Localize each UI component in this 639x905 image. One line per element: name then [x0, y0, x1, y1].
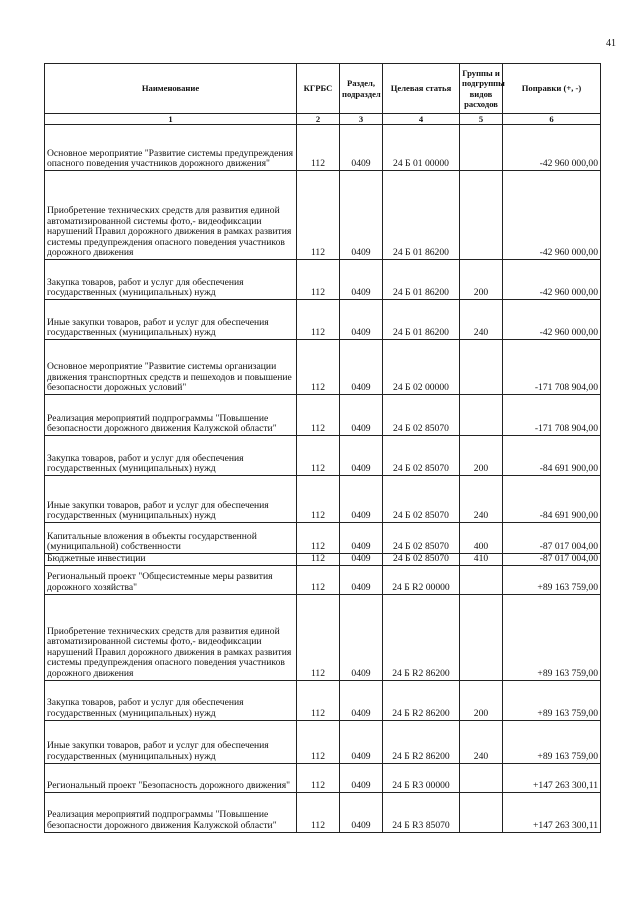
row-kgrbs-cell: 112 [297, 554, 340, 566]
row-amount-cell: +89 163 759,00 [503, 594, 601, 680]
row-name-cell: Закупка товаров, работ и услуг для обеспечения государственных (муниципальных) нужд [45, 260, 297, 300]
row-target-cell: 24 Б 01 86200 [383, 300, 460, 340]
row-amount-cell: -87 017 004,00 [503, 523, 601, 554]
header-target: Целевая статья [383, 64, 460, 114]
table-row [45, 340, 601, 395]
table-row [45, 436, 601, 476]
row-amount-cell: +147 263 300,11 [503, 792, 601, 832]
row-section-cell: 0409 [340, 171, 383, 260]
row-group-cell: 240 [460, 476, 503, 523]
table-row [45, 260, 601, 300]
row-amount-cell: +147 263 300,11 [503, 763, 601, 792]
row-kgrbs-cell: 112 [297, 395, 340, 436]
row-name-cell: Закупка товаров, работ и услуг для обеспечения государственных (муниципальных) нужд [45, 436, 297, 476]
table-row [45, 395, 601, 436]
row-name-cell: Закупка товаров, работ и услуг для обеспечения государственных (муниципальных) нужд [45, 680, 297, 720]
row-name-cell: Основное мероприятие "Развитие системы организации движения транспортных средств и пешеходов и повышение безопасности дорожных условий" [45, 340, 297, 395]
row-amount-cell: -171 708 904,00 [503, 340, 601, 395]
row-kgrbs-cell: 112 [297, 125, 340, 171]
row-target-cell: 24 Б R2 00000 [383, 565, 460, 594]
row-target-cell: 24 Б 02 00000 [383, 340, 460, 395]
row-kgrbs-cell: 112 [297, 680, 340, 720]
row-target-cell: 24 Б R2 86200 [383, 720, 460, 763]
row-target-cell: 24 Б 02 85070 [383, 476, 460, 523]
row-target-cell: 24 Б R2 86200 [383, 594, 460, 680]
row-name-cell: Реализация мероприятий подпрограммы "Повышение безопасности дорожного движения Калужской области" [45, 792, 297, 832]
row-section-cell: 0409 [340, 125, 383, 171]
header-name: Наименование [45, 64, 297, 114]
row-kgrbs-cell: 112 [297, 476, 340, 523]
row-group-cell [460, 395, 503, 436]
table-row [45, 792, 601, 832]
table-row [45, 554, 601, 566]
row-target-cell: 24 Б 01 86200 [383, 171, 460, 260]
row-section-cell: 0409 [340, 340, 383, 395]
table-row [45, 300, 601, 340]
row-section-cell: 0409 [340, 523, 383, 554]
row-name-cell: Приобретение технических средств для развития единой автоматизированной системы фото,- видеофиксации нарушений Правил дорожного движения в рамках развития системы предупреждения опасного поведения участников дорожного движения [45, 171, 297, 260]
row-kgrbs-cell: 112 [297, 565, 340, 594]
column-number: 4 [383, 114, 460, 125]
column-number: 5 [460, 114, 503, 125]
row-amount-cell: +89 163 759,00 [503, 565, 601, 594]
row-name-cell: Региональный проект "Безопасность дорожного движения" [45, 763, 297, 792]
row-section-cell: 0409 [340, 594, 383, 680]
row-kgrbs-cell: 112 [297, 260, 340, 300]
row-target-cell: 24 Б R3 00000 [383, 763, 460, 792]
table-row [45, 763, 601, 792]
row-group-cell [460, 594, 503, 680]
row-amount-cell: -171 708 904,00 [503, 395, 601, 436]
table-row [45, 565, 601, 594]
row-kgrbs-cell: 112 [297, 720, 340, 763]
row-section-cell: 0409 [340, 300, 383, 340]
row-amount-cell: -84 691 900,00 [503, 476, 601, 523]
row-group-cell: 200 [460, 260, 503, 300]
row-amount-cell: -42 960 000,00 [503, 300, 601, 340]
row-name-cell: Иные закупки товаров, работ и услуг для обеспечения государственных (муниципальных) нужд [45, 476, 297, 523]
row-name-cell: Капитальные вложения в объекты государственной (муниципальной) собственности [45, 523, 297, 554]
row-section-cell: 0409 [340, 720, 383, 763]
row-group-cell: 400 [460, 523, 503, 554]
table-row [45, 171, 601, 260]
budget-amendments-table [44, 63, 601, 833]
row-kgrbs-cell: 112 [297, 300, 340, 340]
row-group-cell [460, 763, 503, 792]
column-number: 1 [45, 114, 297, 125]
table-row [45, 720, 601, 763]
row-name-cell: Приобретение технических средств для развития единой автоматизированной системы фото,- видеофиксации нарушений Правил дорожного движения в рамках развития системы предупреждения опасного поведения участников дорожного движения [45, 594, 297, 680]
row-section-cell: 0409 [340, 763, 383, 792]
row-group-cell [460, 171, 503, 260]
row-amount-cell: -42 960 000,00 [503, 171, 601, 260]
header-groups: Группы и подгруппы видов расходов [460, 64, 503, 114]
row-target-cell: 24 Б 02 85070 [383, 554, 460, 566]
row-name-cell: Региональный проект "Общесистемные меры развития дорожного хозяйства" [45, 565, 297, 594]
row-group-cell: 240 [460, 720, 503, 763]
table-row [45, 680, 601, 720]
header-amendments: Поправки (+, -) [503, 64, 601, 114]
row-target-cell: 24 Б 01 86200 [383, 260, 460, 300]
row-target-cell: 24 Б R3 85070 [383, 792, 460, 832]
row-section-cell: 0409 [340, 792, 383, 832]
row-amount-cell: -87 017 004,00 [503, 554, 601, 566]
table-row [45, 125, 601, 171]
header-kgrbs: КГРБС [297, 64, 340, 114]
row-name-cell: Иные закупки товаров, работ и услуг для обеспечения государственных (муниципальных) нужд [45, 720, 297, 763]
row-kgrbs-cell: 112 [297, 792, 340, 832]
row-target-cell: 24 Б 02 85070 [383, 436, 460, 476]
column-number: 3 [340, 114, 383, 125]
row-amount-cell: -42 960 000,00 [503, 260, 601, 300]
row-kgrbs-cell: 112 [297, 523, 340, 554]
row-kgrbs-cell: 112 [297, 763, 340, 792]
row-name-cell: Иные закупки товаров, работ и услуг для обеспечения государственных (муниципальных) нужд [45, 300, 297, 340]
row-group-cell [460, 125, 503, 171]
row-target-cell: 24 Б 02 85070 [383, 523, 460, 554]
row-section-cell: 0409 [340, 476, 383, 523]
column-number: 2 [297, 114, 340, 125]
row-group-cell: 200 [460, 436, 503, 476]
row-section-cell: 0409 [340, 565, 383, 594]
row-amount-cell: +89 163 759,00 [503, 680, 601, 720]
row-target-cell: 24 Б R2 86200 [383, 680, 460, 720]
row-group-cell: 200 [460, 680, 503, 720]
table-row [45, 594, 601, 680]
row-section-cell: 0409 [340, 554, 383, 566]
column-number-row [45, 114, 601, 125]
row-group-cell [460, 792, 503, 832]
row-group-cell: 240 [460, 300, 503, 340]
header-section: Раздел, подраздел [340, 64, 383, 114]
row-name-cell: Основное мероприятие "Развитие системы предупреждения опасного поведения участников дорожного движения" [45, 125, 297, 171]
row-section-cell: 0409 [340, 680, 383, 720]
row-group-cell [460, 340, 503, 395]
row-kgrbs-cell: 112 [297, 436, 340, 476]
table-row [45, 523, 601, 554]
page-number: 41 [606, 38, 616, 49]
row-section-cell: 0409 [340, 395, 383, 436]
row-group-cell: 410 [460, 554, 503, 566]
row-kgrbs-cell: 112 [297, 171, 340, 260]
row-section-cell: 0409 [340, 260, 383, 300]
table-body [45, 125, 601, 833]
row-amount-cell: -84 691 900,00 [503, 436, 601, 476]
row-target-cell: 24 Б 01 00000 [383, 125, 460, 171]
row-name-cell: Бюджетные инвестиции [45, 554, 297, 566]
row-kgrbs-cell: 112 [297, 594, 340, 680]
table-row [45, 476, 601, 523]
column-number: 6 [503, 114, 601, 125]
row-group-cell [460, 565, 503, 594]
row-target-cell: 24 Б 02 85070 [383, 395, 460, 436]
row-amount-cell: +89 163 759,00 [503, 720, 601, 763]
row-amount-cell: -42 960 000,00 [503, 125, 601, 171]
row-section-cell: 0409 [340, 436, 383, 476]
row-kgrbs-cell: 112 [297, 340, 340, 395]
table-header-row [45, 64, 601, 114]
row-name-cell: Реализация мероприятий подпрограммы "Повышение безопасности дорожного движения Калужской области" [45, 395, 297, 436]
